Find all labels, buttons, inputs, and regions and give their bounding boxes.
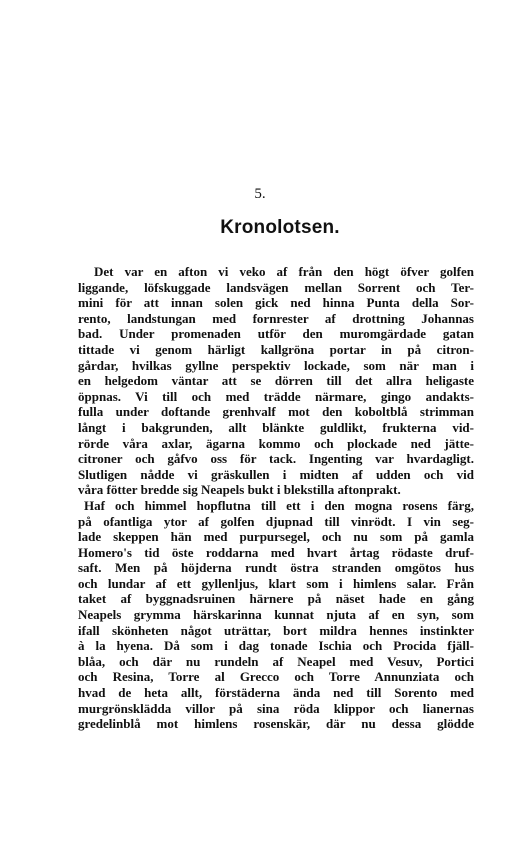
- text-line: à la hyena. Då som i dag tonade Ischia och Procida fjäll-: [78, 638, 474, 654]
- text-line: Haf och himmel hopflutna till ett i den mogna rosens färg,: [84, 497, 474, 513]
- text-line: Neapels grymma härskarinna kunnat njuta af en syn, som: [78, 607, 474, 623]
- text-line: Homero's tid öste roddarna med hvart årtag rödaste druf-: [78, 544, 474, 560]
- text-line: liggande, löfskuggade landsvägen mellan Sorrent och Ter-: [78, 279, 474, 295]
- text-line: gredelinblå mot himlens rosenskär, där nu dessa glödde: [78, 716, 474, 732]
- text-line: ifall skönheten något uträttar, bort mildra hennes instinkter: [78, 622, 474, 638]
- text-line: taket af byggnadsruinen härnere på näset hade en gång: [78, 591, 474, 607]
- text-line: gårdar, hvilkas gyllne perspektiv lockade, som när man i: [78, 357, 474, 373]
- text-line: Det var en afton vi veko af från den högt öfver golfen: [94, 264, 474, 279]
- text-line: en helgedom väntar att se dörren till det allra heligaste: [78, 373, 474, 389]
- text-line: öppnas. Vi till och med trädde närmare, gingo andakts-: [78, 388, 474, 404]
- text-line: bad. Under promenaden utför den muromgärdade gatan: [78, 326, 474, 342]
- text-line: våra fötter bredde sig Neapels bukt i blekstilla aftonprakt.: [78, 482, 401, 498]
- text-line: fulla under doftande grenhvalf mot den koboltblå strimman: [78, 404, 474, 420]
- text-line: tittade vi genom härligt kallgröna portar in på citron-: [78, 341, 474, 357]
- text-line: långt i bakgrunden, allt blänkte guldlikt, frukterna vid-: [78, 419, 474, 435]
- text-line: på ofantliga ytor af golfen djupnad till vinrödt. I vin seg-: [78, 513, 474, 529]
- text-line: Slutligen nådde vi gräskullen i midten af udden och vid: [78, 466, 474, 482]
- text-line: blåa, och där nu rundeln af Neapel med Vesuv, Portici: [78, 653, 474, 669]
- text-line: rento, landstungan med fornrester af drottning Johannas: [78, 310, 474, 326]
- text-line: saft. Men på höjderna rundt östra stranden omgötos hus: [78, 560, 474, 576]
- text-line: lade skeppen hän med purpursegel, och nu som på gamla: [78, 529, 474, 545]
- text-line: citroner och gåfvo oss för tack. Ingenting var hvardagligt.: [78, 451, 474, 467]
- text-line: och Resina, Torre al Grecco och Torre Annunziata och: [78, 669, 474, 685]
- text-line: och lundar af ett gyllenljus, klart som i himlens salar. Från: [78, 575, 474, 591]
- text-line: hvad de heta allt, förstäderna ända ned till Sorento med: [78, 685, 474, 701]
- text-line: rörde våra axlar, ägarna kommo och plockade ned jätte-: [78, 435, 474, 451]
- chapter-title: Kronolotsen.: [220, 217, 340, 238]
- chapter-number: 5.: [254, 186, 266, 202]
- text-line: murgrönsklädda villor på sina röda klippor och lianernas: [78, 700, 474, 716]
- text-line: mini för att innan solen gick ned hinna Punta della Sor-: [78, 295, 474, 311]
- body-text: [78, 264, 474, 732]
